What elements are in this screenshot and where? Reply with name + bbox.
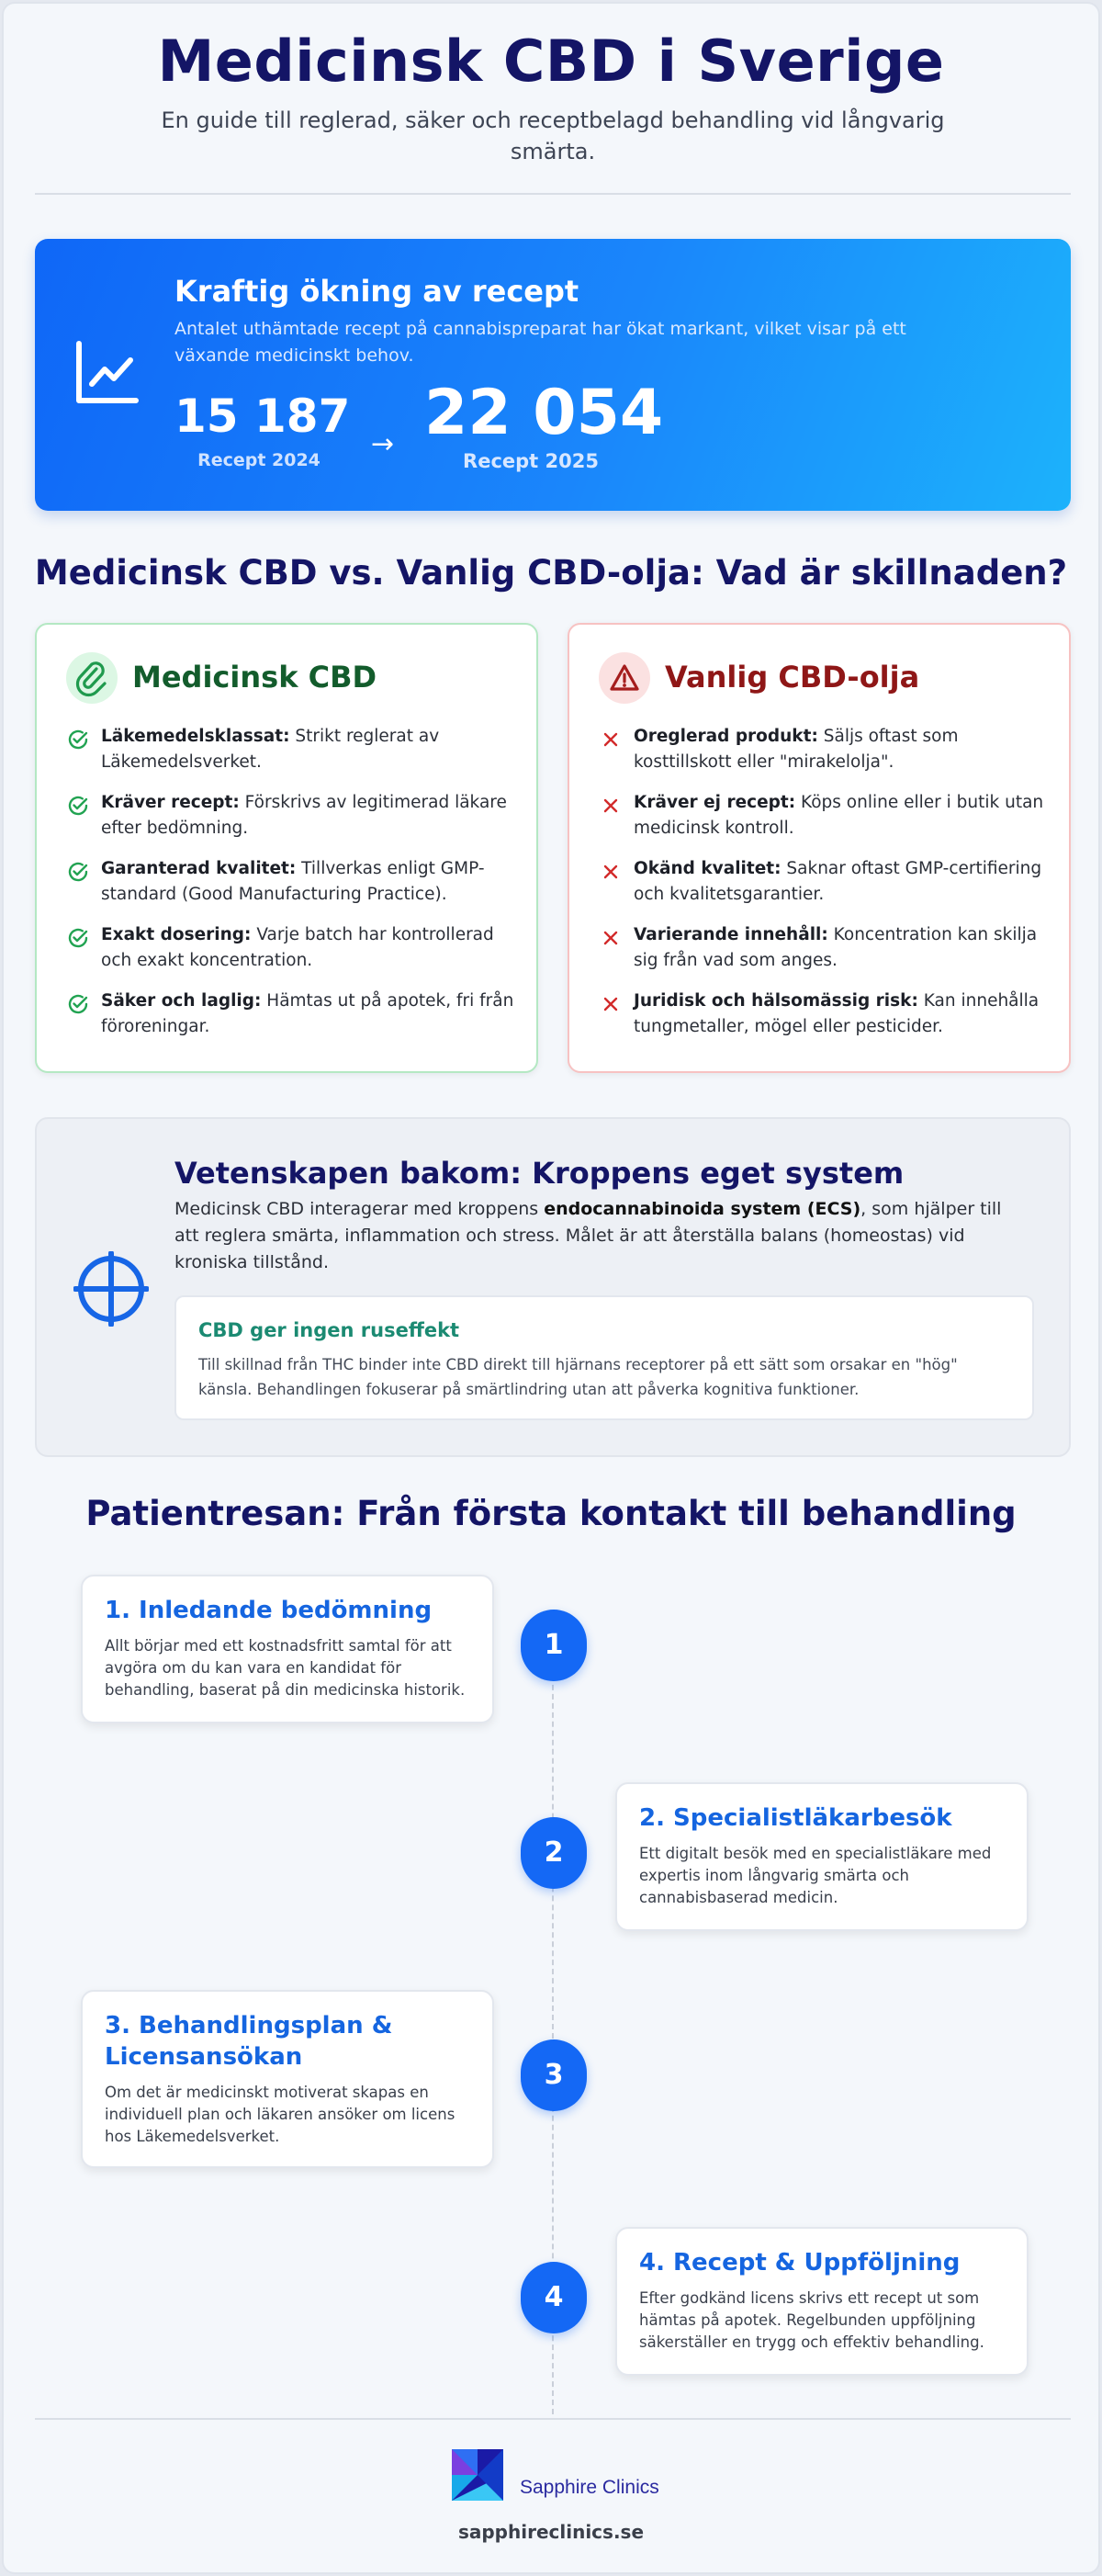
check-circle-icon bbox=[66, 860, 90, 884]
page-title: Medicinsk CBD i Sverige bbox=[157, 28, 945, 95]
step-text: Allt börjar med ett kostnadsfritt samtal för att avgöra om du kan vara en kandidat för behandling, baserat på din medicinska historik. bbox=[105, 1637, 466, 1699]
stat-value-2025: 22 054 bbox=[424, 377, 664, 449]
step-text: Efter godkänd licens skrivs ett recept ut som hämtas på apotek. Regelbunden uppföljning säkerställer en trygg och effektiv behandling. bbox=[639, 2289, 984, 2351]
regular-feature-item bbox=[599, 724, 1049, 790]
regular-card-title: Vanlig CBD-olja bbox=[665, 660, 920, 695]
step-number-2: 2 bbox=[521, 1817, 587, 1889]
feature-label: Varierande innehåll: bbox=[634, 925, 828, 944]
feature-label: Oreglerad produkt: bbox=[634, 727, 818, 746]
step-title: 1. Inledande bedömning bbox=[105, 1597, 433, 1624]
feature-label: Juridisk och hälsomässig risk: bbox=[634, 991, 918, 1011]
feature-label: Säker och laglig: bbox=[101, 991, 262, 1011]
journey-step-1 bbox=[81, 1575, 494, 1723]
page-subtitle: En guide till reglerad, säker och receptbelagd behandling vid långvarig smärta. bbox=[161, 107, 945, 164]
medical-feature-item bbox=[66, 989, 516, 1055]
regular-feature-item bbox=[599, 922, 1049, 989]
warning-icon bbox=[599, 652, 650, 704]
cross-icon bbox=[599, 992, 623, 1016]
cross-icon bbox=[599, 926, 623, 950]
feature-text: Säljs oftast som kosttillskott eller "mirakelolja". bbox=[634, 727, 959, 772]
feature-text: Hämtas ut på apotek, fri från föroreningar. bbox=[101, 991, 514, 1036]
regular-feature-item bbox=[599, 790, 1049, 856]
feature-text: Kan innehålla tungmetaller, mögel eller pesticider. bbox=[634, 991, 1040, 1036]
feature-label: Garanterad kvalitet: bbox=[101, 859, 297, 878]
feature-label: Läkemedelsklassat: bbox=[101, 727, 290, 746]
science-title: Vetenskapen bakom: Kroppens eget system bbox=[174, 1156, 905, 1191]
medical-feature-item bbox=[66, 922, 516, 989]
check-circle-icon bbox=[66, 728, 90, 751]
cross-icon bbox=[599, 794, 623, 818]
medical-feature-list bbox=[66, 724, 516, 1055]
stats-description: Antalet uthämtade recept på cannabispreparat har ökat markant, vilket visar på ett växande medicinskt behov. bbox=[174, 319, 906, 366]
regular-feature-item bbox=[599, 989, 1049, 1055]
medical-feature-item bbox=[66, 790, 516, 856]
medical-badge bbox=[66, 652, 118, 704]
header-divider bbox=[35, 193, 1071, 195]
feature-text: Tillverkas enligt GMP-standard (Good Manufacturing Practice). bbox=[101, 859, 485, 904]
feature-text: Koncentration kan skilja sig från vad som anges. bbox=[634, 925, 1038, 970]
journey-heading: Patientresan: Från första kontakt till behandling bbox=[85, 1494, 1017, 1533]
arrow-right-icon: → bbox=[371, 428, 395, 460]
step-text: Om det är medicinskt motiverat skapas en individuell plan och läkaren ansöker om licens hos Läkemedelsverket. bbox=[105, 2084, 455, 2145]
step-text: Ett digitalt besök med en specialistläkare med expertis inom långvarig smärta och cannabisbaserad medicin. bbox=[639, 1845, 992, 1906]
step-number-1: 1 bbox=[521, 1610, 587, 1681]
note-text: Till skillnad från THC binder inte CBD direkt till hjärnans receptorer på ett sätt som orsakar en "hög" känsla. Behandlingen fokuserar på smärtlindring utan att påverka kognitiva funktioner. bbox=[198, 1356, 958, 1398]
step-number-4: 4 bbox=[521, 2262, 587, 2333]
regular-feature-list bbox=[599, 724, 1049, 1055]
stat-value-2024: 15 187 bbox=[174, 390, 351, 443]
medical-card-title: Medicinsk CBD bbox=[132, 660, 377, 695]
feature-label: Kräver recept: bbox=[101, 793, 240, 812]
sapphire-logo-icon bbox=[452, 2449, 503, 2501]
prescription-stats-banner bbox=[35, 239, 1071, 511]
science-text-part: Medicinsk CBD interagerar med kroppens bbox=[174, 1199, 545, 1219]
medical-cbd-card bbox=[35, 623, 538, 1073]
feature-text: Varje batch har kontrollerad och exakt koncentration. bbox=[101, 925, 494, 970]
journey-step-3 bbox=[81, 1990, 494, 2168]
step-title: 4. Recept & Uppföljning bbox=[639, 2249, 961, 2277]
stats-title: Kraftig ökning av recept bbox=[174, 274, 579, 309]
website-link[interactable]: sapphireclinics.se bbox=[457, 2521, 645, 2543]
crosshair-icon bbox=[73, 1251, 149, 1327]
science-text-part: , som hjälper till att reglera smärta, inflammation och stress. Målet är att återställa balans (homeostas) vid kroniska tillstånd. bbox=[174, 1199, 1002, 1272]
feature-text: Förskrivs av legitimerad läkare efter bedömning. bbox=[101, 793, 507, 838]
brand-name: Sapphire Clinics bbox=[520, 2477, 659, 2498]
feature-label: Kräver ej recept: bbox=[634, 793, 796, 812]
check-circle-icon bbox=[66, 794, 90, 818]
feature-text: Strikt reglerat av Läkemedelsverket. bbox=[101, 727, 440, 772]
step-number-3: 3 bbox=[521, 2039, 587, 2111]
science-text-emphasis: endocannabinoida system (ECS) bbox=[544, 1199, 861, 1219]
paperclip-icon bbox=[66, 652, 118, 704]
regular-badge bbox=[599, 652, 650, 704]
journey-step-4 bbox=[615, 2227, 1029, 2376]
footer-divider bbox=[35, 2418, 1071, 2420]
no-high-effect-note bbox=[174, 1295, 1034, 1420]
infographic-page bbox=[2, 2, 1100, 2574]
note-title: CBD ger ingen ruseffekt bbox=[198, 1319, 460, 1341]
medical-feature-item bbox=[66, 724, 516, 790]
journey-step-2 bbox=[615, 1782, 1029, 1931]
stat-label-2024: Recept 2024 bbox=[197, 450, 320, 470]
science-section bbox=[35, 1117, 1071, 1457]
check-circle-icon bbox=[66, 992, 90, 1016]
feature-label: Okänd kvalitet: bbox=[634, 859, 782, 878]
step-title: 2. Specialistläkarbesök bbox=[639, 1804, 952, 1832]
regular-feature-item bbox=[599, 856, 1049, 922]
medical-feature-item bbox=[66, 856, 516, 922]
cross-icon bbox=[599, 860, 623, 884]
stat-label-2025: Recept 2025 bbox=[463, 450, 599, 472]
feature-text: Saknar oftast GMP-certifiering och kvalitetsgarantier. bbox=[634, 859, 1042, 904]
science-text bbox=[174, 1196, 1019, 1276]
regular-cbd-card bbox=[568, 623, 1071, 1073]
feature-text: Köps online eller i butik utan medicinsk kontroll. bbox=[634, 793, 1044, 838]
step-title: 3. Behandlingsplan & Licensansökan bbox=[105, 2012, 393, 2071]
feature-label: Exakt dosering: bbox=[101, 925, 252, 944]
check-circle-icon bbox=[66, 926, 90, 950]
cross-icon bbox=[599, 728, 623, 751]
comparison-heading: Medicinsk CBD vs. Vanlig CBD-olja: Vad är skillnaden? bbox=[34, 553, 1068, 593]
line-chart-icon bbox=[73, 340, 140, 406]
